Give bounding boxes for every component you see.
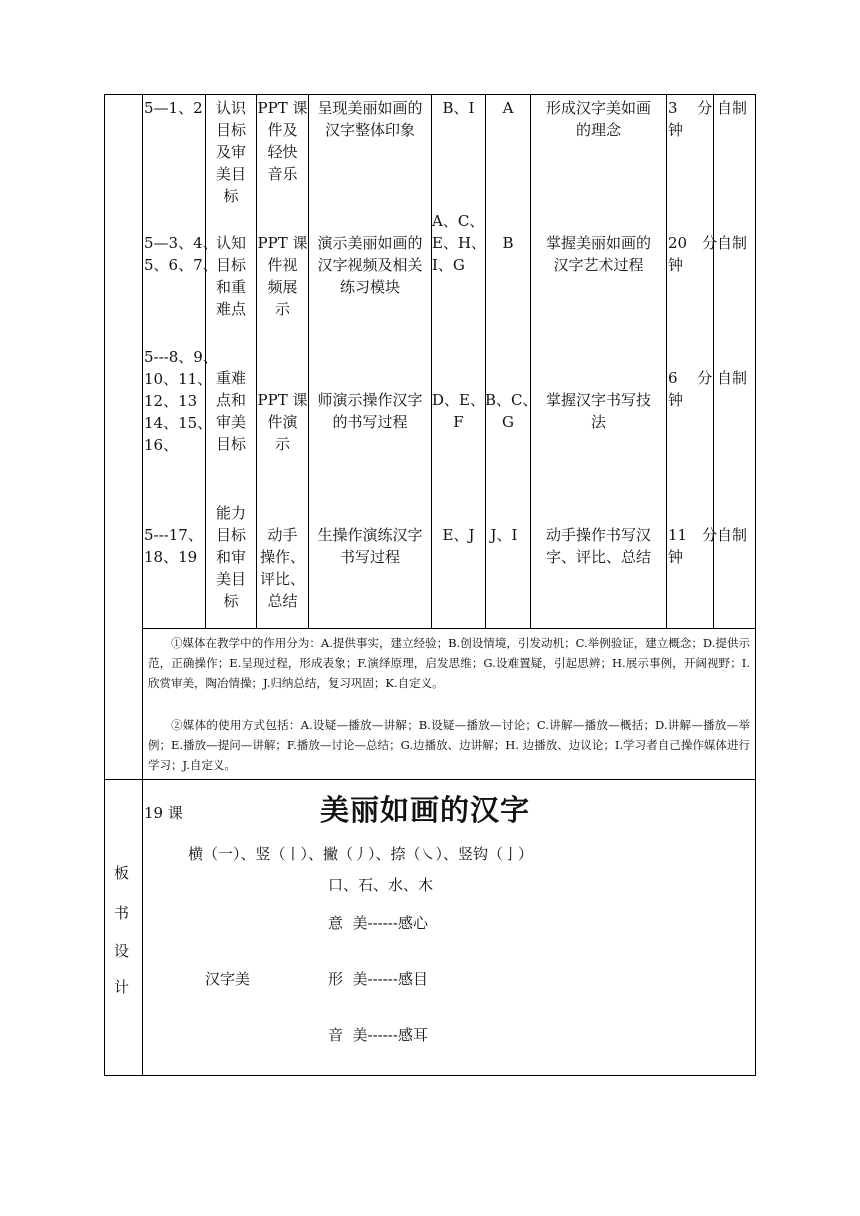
row-content: 师演示操作汉字 的书写过程	[317, 391, 423, 431]
row-objective: 重难 点和 审美 目标	[215, 369, 246, 453]
row-effect: 动手操作书写汉 字、评比、总结	[545, 526, 651, 566]
board-label-char: 设	[114, 942, 130, 960]
row-time: 11 分 钟	[668, 526, 718, 566]
row-content: 演示美丽如画的 汉字视频及相关 练习模块	[317, 234, 423, 296]
row-medium: PPT 课 件演 示	[257, 391, 308, 453]
row-effect: 掌握美丽如画的 汉字艺术过程	[545, 234, 651, 274]
row-unit: 5—1、2	[144, 99, 203, 117]
row-medium: PPT 课 件视 频展 示	[257, 234, 308, 318]
row-source: 自制	[717, 234, 748, 252]
board-title: 美丽如画的汉字	[320, 793, 531, 827]
row-role: B、I	[442, 99, 475, 117]
row-objective: 认识 目标 及审 美目 标	[215, 99, 246, 205]
example-characters: 口、石、水、木	[328, 876, 434, 894]
beauty-meaning: 意 美------感心	[328, 914, 428, 932]
row-unit: 5---8、9、 10、11、 12、13 14、15、 16、	[144, 348, 218, 454]
stroke-list: 横（一）、竖（丨）、撇（丿）、捺（㇏）、竖钩（亅）	[188, 845, 534, 863]
row-unit: 5---17、 18、19	[144, 526, 203, 566]
row-time: 3 分 钟	[668, 99, 713, 139]
board-label-char: 板	[114, 864, 130, 882]
row-role: A、C、 E、H、 I、G	[432, 212, 487, 274]
beauty-sound: 音 美------感耳	[328, 1026, 428, 1044]
row-usage: J、I	[490, 526, 518, 544]
row-objective: 能力 目标 和审 美目 标	[215, 504, 246, 610]
media-role-note: ①媒体在教学中的作用分为：A.提供事实，建立经验；B.创设情境，引发动机；C.举例验证，建立概念；D.提供示范，正确操作；E.呈现过程，形成表象；F.演绎原理，启发思维；G.设难置疑，引起思辨；H.展示事例，开阔视野；I.欣赏审美，陶冶情操；J.归纳总结，复习巩固；K.自定义。	[148, 636, 750, 690]
row-effect: 形成汉字美如画 的理念	[545, 99, 651, 139]
board-label-char: 书	[114, 904, 130, 922]
row-role: D、E、 F	[432, 391, 485, 431]
hanzi-beauty: 汉字美	[205, 970, 251, 988]
lesson-number: 19 课	[144, 804, 183, 822]
row-source: 自制	[717, 99, 748, 117]
row-medium: PPT 课 件及 轻快 音乐	[257, 99, 308, 183]
beauty-form: 形 美------感目	[328, 970, 428, 988]
media-usage-note: ②媒体的使用方式包括：A.设疑—播放—讲解；B.设疑—播放—讨论；C.讲解—播放—概括；D.讲解—播放—举例；E.播放—提问—讲解；F.播放—讨论—总结；G.边播放、边讲解；H. 边播放、边议论；I.学习者自己操作媒体进行学习；J.自定义。	[148, 718, 750, 772]
row-content: 生操作演练汉字 书写过程	[317, 526, 423, 566]
row-usage: B、C、 G	[485, 391, 538, 431]
row-objective: 认知 目标 和重 难点	[215, 234, 246, 318]
row-content: 呈现美丽如画的 汉字整体印象	[317, 99, 423, 139]
row-unit: 5—3、4、 5、6、7、	[144, 234, 218, 274]
row-time: 20 分 钟	[668, 234, 718, 274]
row-medium: 动手 操作、 评比、 总结	[259, 526, 305, 610]
row-effect: 掌握汉字书写技 法	[545, 391, 651, 431]
row-source: 自制	[717, 526, 748, 544]
row-usage: B	[502, 234, 514, 252]
row-role: E、J	[442, 526, 475, 544]
row-usage: A	[502, 99, 514, 117]
row-source: 自制	[717, 369, 748, 387]
board-label-char: 计	[114, 978, 130, 996]
row-time: 6 分 钟	[668, 369, 713, 409]
